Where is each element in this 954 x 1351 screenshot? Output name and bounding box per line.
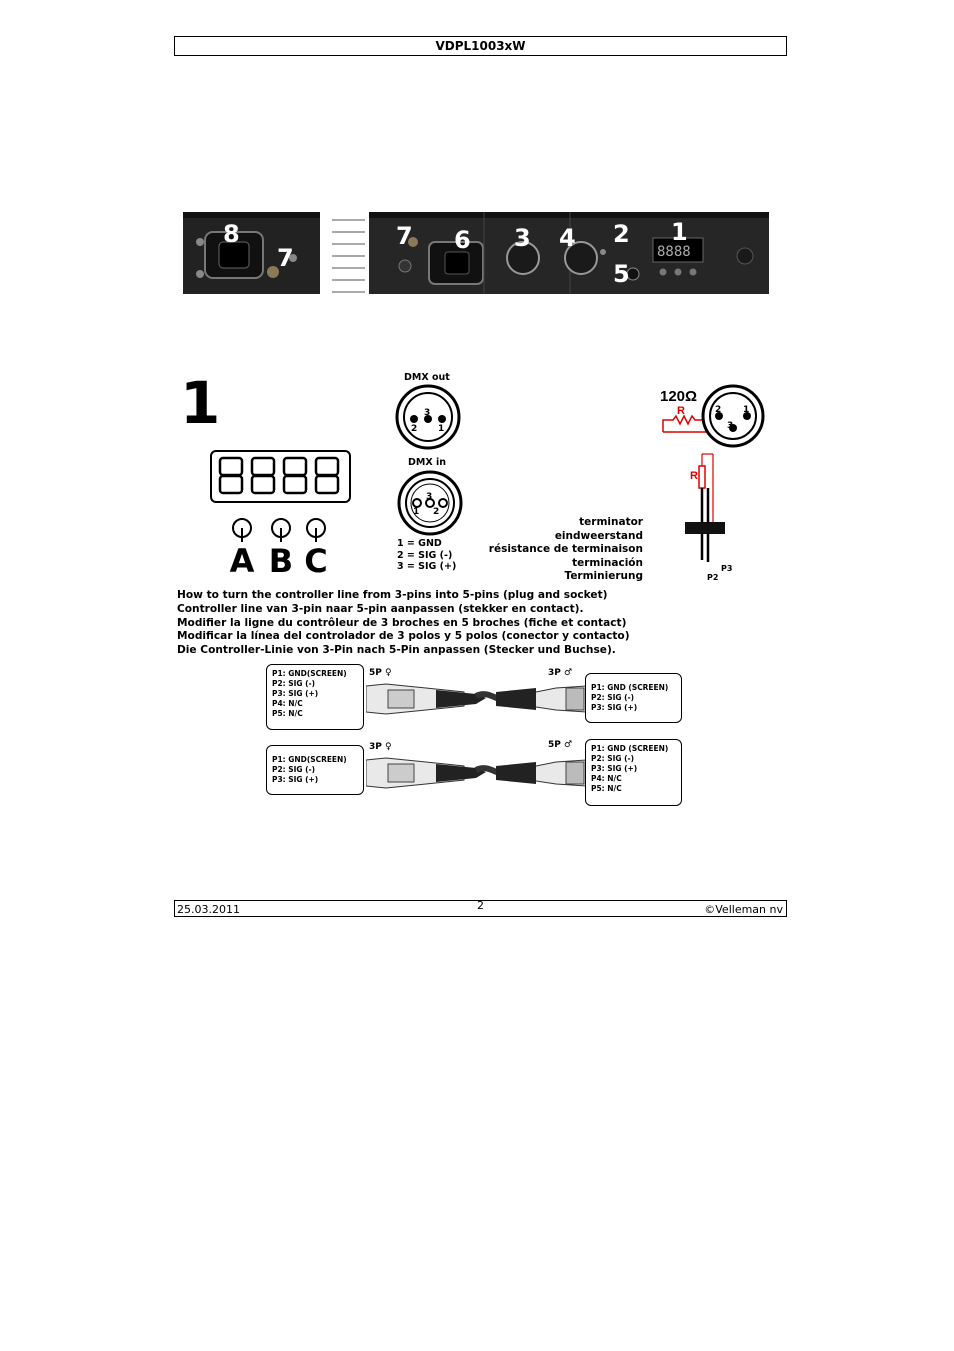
resistor-value: 120Ω	[660, 388, 698, 405]
cable1-right-p2: P2: SIG (-)	[591, 692, 635, 702]
instruction-en: How to turn the controller line from 3-pins into 5-pins (plug and socket)	[177, 589, 608, 601]
cable2-right-p4: P4: N/C	[591, 773, 622, 783]
page-footer	[174, 900, 787, 917]
panel-number-2: 2	[613, 220, 630, 248]
panel-number-6: 6	[454, 226, 471, 254]
instruction-es: Modificar la línea del controlador de 3 polos y 5 polos (conector y contacto)	[177, 630, 630, 643]
control-buttons	[226, 514, 336, 576]
instruction-de: Die Controller-Linie von 3-Pin nach 5-Pin anpassen (Stecker und Buchse).	[177, 644, 616, 657]
instruction-nl: Controller line van 3-pin naar 5-pin aanpassen (stekker en contact).	[177, 602, 584, 615]
pin-key-3: 3 = SIG (+)	[397, 561, 457, 572]
pin-key	[397, 538, 456, 573]
panel-number-7: 7	[396, 222, 413, 250]
footer-date: 25.03.2011	[177, 903, 240, 916]
button-label-c: C	[304, 542, 328, 576]
led-display-icon	[210, 450, 352, 504]
pin-key-1: 1 = GND	[397, 538, 442, 549]
cable1-left-box	[266, 664, 364, 730]
button-label-b: B	[268, 542, 294, 576]
cable2-right-box	[585, 739, 682, 806]
panel-number-3: 3	[514, 224, 531, 252]
dmx-out-pin2: 2	[411, 424, 418, 434]
instructions	[177, 589, 630, 658]
page-header	[174, 36, 787, 56]
cable1-right-box	[585, 673, 682, 723]
cable2-left-p3: P3: SIG (+)	[272, 774, 319, 784]
cable1-connectors-icon	[366, 678, 588, 720]
cable1-left-p1: P1: GND(SCREEN)	[272, 668, 347, 678]
resistor-pin3: 3	[727, 421, 734, 431]
cable2-right-label: 5P ♂	[548, 740, 573, 750]
cable2-left-label: 3P ♀	[369, 742, 392, 752]
header-pin-p3: P3	[721, 564, 733, 573]
button-label-a: A	[229, 542, 255, 576]
svg-text:8888: 8888	[657, 244, 691, 260]
cable2-right-p3: P3: SIG (+)	[591, 763, 638, 773]
rear-panel-photo	[183, 212, 770, 295]
cable2-right-p5: P5: N/C	[591, 783, 622, 793]
instruction-fr: Modifier la ligne du contrôleur de 3 broches en 5 broches (fiche et contact)	[177, 616, 627, 629]
terminator-label-es: terminación	[572, 556, 643, 569]
cable2-right-p1: P1: GND (SCREEN)	[591, 743, 669, 753]
cable1-right-p3: P3: SIG (+)	[591, 702, 638, 712]
dmx-in-pin3: 3	[426, 492, 433, 502]
panel-number-5: 5	[613, 260, 630, 288]
panel-number-8: 8	[223, 220, 240, 248]
terminator-label-fr: résistance de terminaison	[488, 543, 643, 555]
footer-copyright: ©Velleman nv	[704, 903, 783, 916]
resistor-pin1: 1	[743, 405, 750, 415]
dmx-in-pin1: 1	[413, 507, 420, 517]
dmx-out-pin3: 3	[424, 408, 431, 418]
terminator-label-nl: eindweerstand	[554, 529, 643, 542]
terminator-label-de: Terminierung	[564, 570, 643, 582]
terminator-labels	[470, 516, 643, 584]
resistor-label: R	[677, 405, 685, 417]
cable1-left-p2: P2: SIG (-)	[272, 678, 316, 688]
cable2-left-p2: P2: SIG (-)	[272, 764, 316, 774]
dmx-out-pin1: 1	[438, 424, 445, 434]
cable1-left-p3: P3: SIG (+)	[272, 688, 319, 698]
resistor-pin2: 2	[715, 405, 722, 415]
dmx-out-label: DMX out	[404, 372, 450, 383]
dmx-in-connector-icon	[397, 470, 463, 536]
cable2-right-p2: P2: SIG (-)	[591, 753, 635, 763]
footer-page-number: 2	[477, 899, 484, 912]
cable1-left-p5: P5: N/C	[272, 708, 303, 718]
panel-number-1: 1	[671, 218, 688, 246]
pin-key-2: 2 = SIG (-)	[397, 549, 453, 561]
cable1-right-label: 3P ♂	[548, 668, 573, 678]
cable1-left-p4: P4: N/C	[272, 698, 303, 708]
terminator-label-en: terminator	[579, 516, 643, 528]
cable1-right-p1: P1: GND (SCREEN)	[591, 682, 669, 692]
resistor-label-2: R	[690, 470, 698, 482]
cable2-connectors-icon	[366, 752, 588, 794]
dmx-out-connector-icon	[395, 384, 461, 450]
dmx-in-pin2: 2	[433, 507, 440, 517]
terminator-diagram	[655, 382, 775, 587]
dmx-in-label: DMX in	[408, 457, 446, 468]
cable1-left-label: 5P ♀	[369, 668, 392, 678]
cable2-left-box	[266, 745, 364, 795]
header-title: VDPL1003xW	[435, 39, 526, 53]
panel-number-7-left: 7	[277, 244, 294, 272]
panel-number-4: 4	[559, 224, 576, 252]
cable2-left-p1: P1: GND(SCREEN)	[272, 754, 347, 764]
header-pin-p2: P2	[707, 573, 719, 582]
figure-number: 1	[180, 369, 221, 437]
